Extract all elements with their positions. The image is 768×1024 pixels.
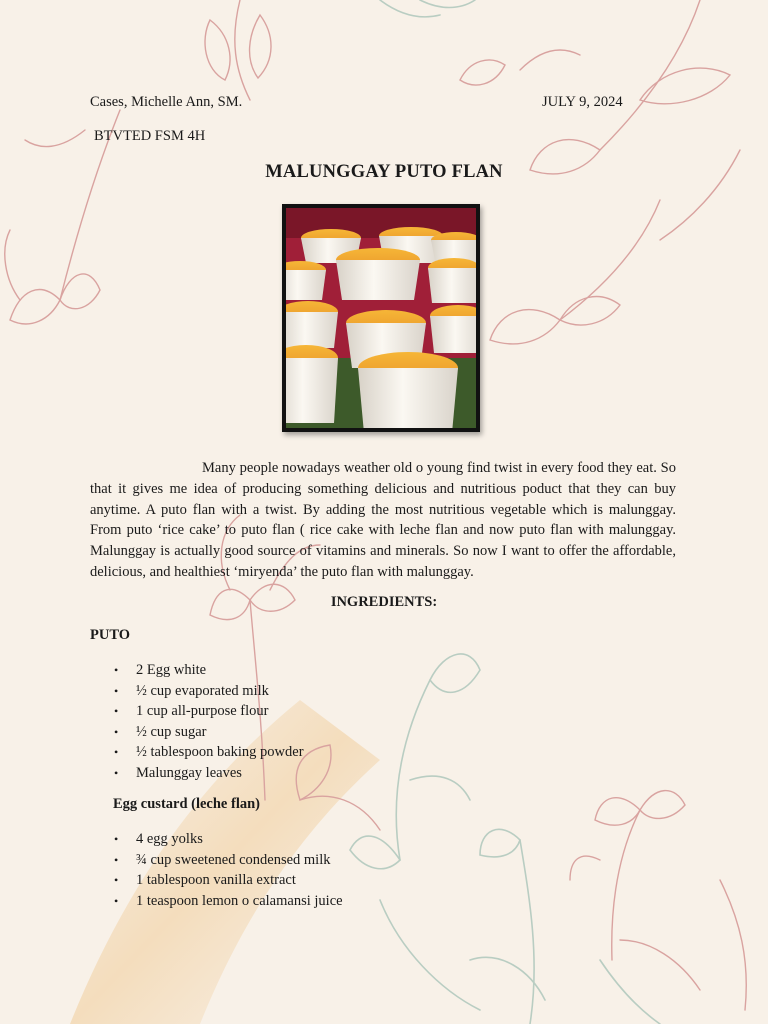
puto-ingredient-list — [136, 660, 304, 784]
puto-flan-photo — [282, 204, 480, 432]
document-title: MALUNGGAY PUTO FLAN — [265, 162, 503, 182]
course-section: BTVTED FSM 4H — [94, 128, 206, 144]
list-item: • 1 cup all-purpose flour — [136, 701, 304, 722]
puto-flan-illustration — [286, 208, 476, 428]
list-item: • 1 tablespoon vanilla extract — [136, 870, 343, 891]
list-item: • 4 egg yolks — [136, 829, 343, 850]
list-item: • 1 teaspoon lemon o calamansi juice — [136, 891, 343, 912]
egg-custard-ingredient-list — [136, 829, 343, 911]
list-item: • ½ cup evaporated milk — [136, 681, 304, 702]
list-item: • ¾ cup sweetened condensed milk — [136, 850, 343, 871]
list-item: • Malunggay leaves — [136, 763, 304, 784]
intro-paragraph — [90, 458, 676, 583]
author-name: Cases, Michelle Ann, SM. — [90, 94, 243, 110]
document-date: JULY 9, 2024 — [542, 94, 623, 110]
intro-paragraph-text: Many people nowadays weather old o young find twist in every food they eat. So that it gives me idea of producing something delicious and nutritious poduct that they can buy anytime. A puto flan with a twist. By adding the most nutritious vegetable which is malunggay. From puto ‘rice cake’ to puto flan ( rice cake with leche flan and now puto flan with malunggay. Malunggay is actually good source of vitamins and minerals. So now I want to offer the affordable, delicious, and healthiest ‘miryenda’ the puto flan with malunggay. — [90, 460, 676, 580]
list-item: • ½ tablespoon baking powder — [136, 742, 304, 763]
list-item: • 2 Egg white — [136, 660, 304, 681]
ingredients-heading: INGREDIENTS: — [330, 594, 438, 610]
puto-heading: PUTO — [90, 627, 131, 643]
egg-custard-heading: Egg custard (leche flan) — [113, 796, 260, 812]
list-item: • ½ cup sugar — [136, 722, 304, 743]
